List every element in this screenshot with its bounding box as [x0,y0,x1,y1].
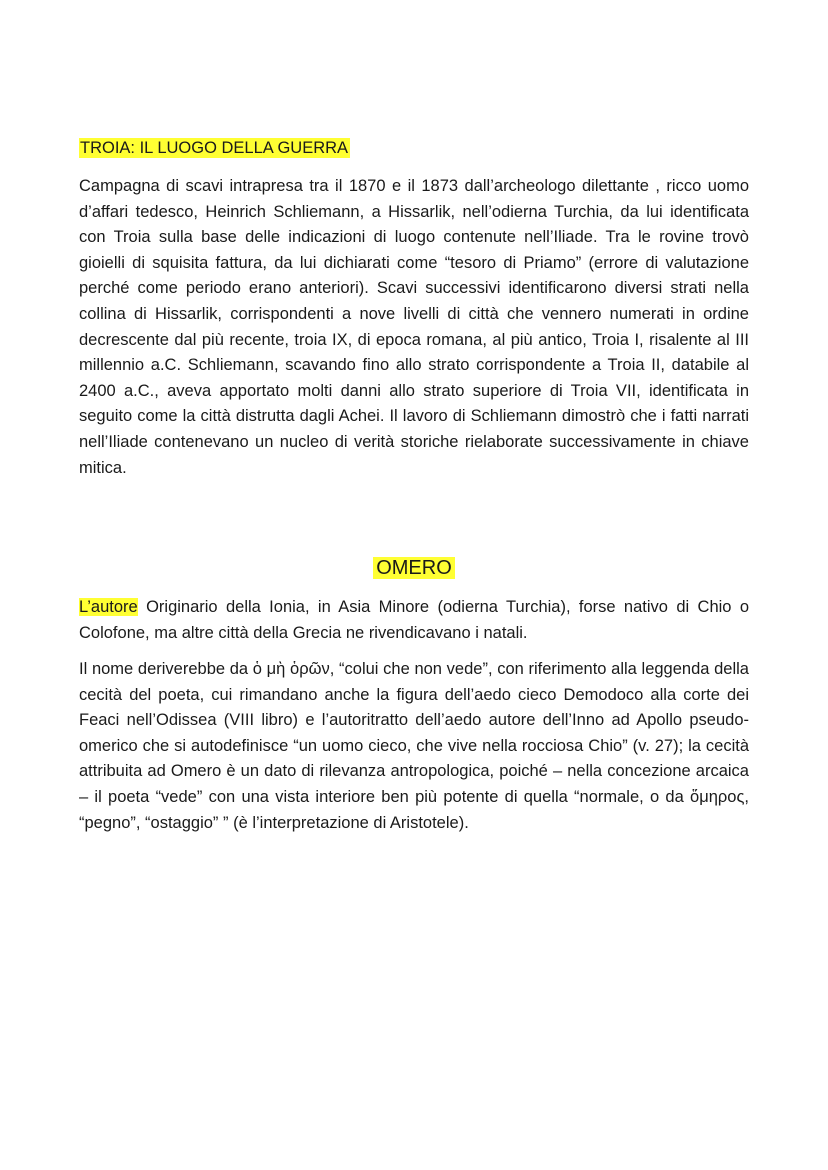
troia-heading-text: TROIA: IL LUOGO DELLA GUERRA [80,139,349,157]
autore-text: Originario della Ionia, in Asia Minore (odierna Turchia), forse nativo di Chio o Colofone, ma altre città della Grecia ne rivendicavano i natali. [79,598,749,642]
nome-paragraph: Il nome deriverebbe da ὁ μὴ ὁρῶν, “colui che non vede”, con riferimento alla leggenda della cecità del poeta, cui rimandano anche la figura dell’aedo cieco Demodoco alla corte dei Feaci nell’Odissea (VIII libro) e l’autoritratto dell’aedo autore dell’Inno ad Apollo pseudo-omerico che si autodefinisce “un uomo cieco, che vive nella rocciosa Chio” (v. 27); la cecità attribuita ad Omero è un dato di rilevanza antropologica, poiché – nella concezione arcaica – il poeta “vede” con una vista interiore ben più potente di quella “normale, o da ὅμηρος, “pegno”, “ostaggio” ” (è l’interpretazione di Aristotele). [79,660,749,832]
troia-heading [79,137,350,159]
autore-label: L’autore [79,598,138,616]
troia-paragraph: Campagna di scavi intrapresa tra il 1870 e il 1873 dall’archeologo dilettante , ricco uomo d’affari tedesco, Heinrich Schliemann, a Hissarlik, nell’odierna Turchia, da lui identificata con Troia sulla base delle indicazioni di luogo contenute nell’Iliade. Tra le rovine trovò gioielli di squisita fattura, da lui dichiarati come “tesoro di Priamo” (errore di valutazione perché come periodo erano anteriori). Scavi successivi identificarono diversi strati nella collina di Hissarlik, corrispondenti a nove livelli di città che vennero numerati in ordine decrescente dal più recente, troia IX, di epoca romana, al più antico, Troia I, risalente al III millennio a.C. Schliemann, scavando fino allo strato corrispondente a Troia II, databile al 2400 a.C., aveva apportato molti danni allo strato superiore di Troia VII, identificata in seguito come la città distrutta dagli Achei. Il lavoro di Schliemann dimostrò che i fatti narrati nell’Iliade contenevano un nucleo di verità storiche rielaborate successivamente in chiave mitica. [79,177,749,477]
omero-heading-text: OMERO [373,557,455,579]
omero-heading [0,555,828,581]
autore-paragraph [79,595,749,646]
